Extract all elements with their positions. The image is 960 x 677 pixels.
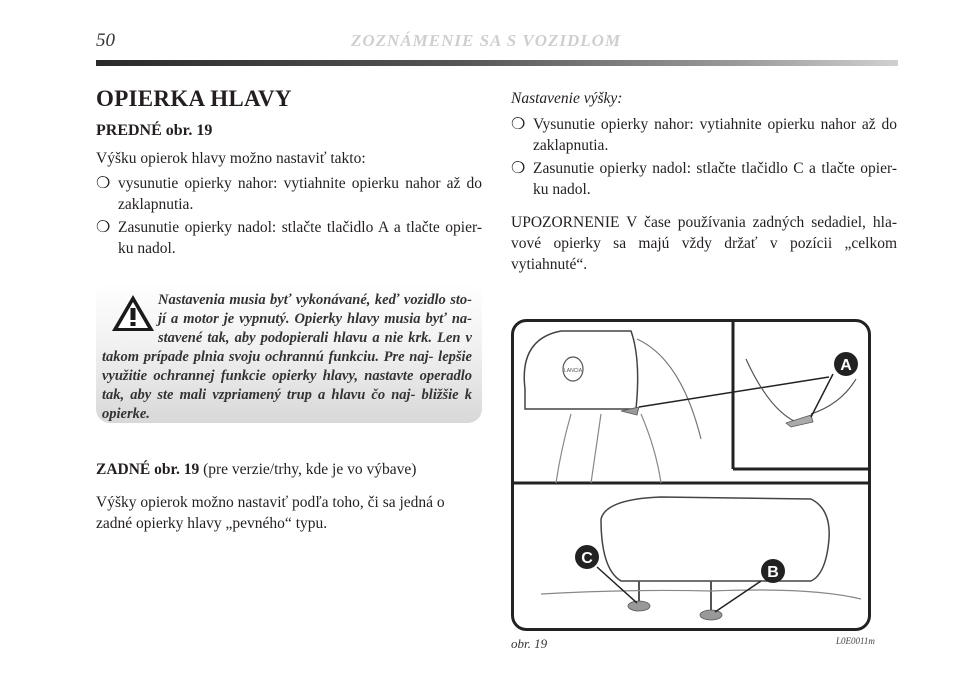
list-item: ❍ Vysunutie opierky nahor: vytiahnite opierku nahor až do zaklapnutia. — [511, 116, 897, 154]
bullet-icon: ❍ — [511, 160, 526, 177]
bullet-icon: ❍ — [96, 219, 111, 236]
warning-text: Nastavenia musia byť vykonávané, keď vozidlo sto- jí a motor je vypnutý. Opierky hlavy musia byť na- stavené tak, aby podopierali hlavu a nie krk. Len v takom prípade plnia svoju ochrannú funkciu. Pre naj- lepšie využitie ochrannej funkcie opierky hlavy, nastavte operadlo tak, aby ste mali vzpriamený trup a hlavu čo naj- bližšie k opierke. — [102, 292, 472, 422]
running-title: ZOZNÁMENIE SA S VOZIDLOM — [351, 31, 622, 50]
front-bullet-list — [96, 173, 482, 259]
height-adjust-heading: Nastavenie výšky: — [511, 90, 623, 107]
front-heading: PREDNÉ obr. 19 — [96, 122, 213, 139]
rear-section — [96, 459, 482, 538]
bullet-icon: ❍ — [96, 175, 111, 192]
left-column — [96, 86, 482, 265]
label-b: B — [767, 564, 779, 581]
list-item: ❍ vysunutie opierky nahor: vytiahnite opierku nahor až do zaklapnutia. — [96, 175, 482, 213]
label-c: C — [581, 550, 593, 567]
intro-text: Výšku opierok hlavy možno nastaviť takto: — [96, 150, 366, 167]
rear-bullet-list — [511, 114, 897, 200]
rear-text: Výšky opierok možno nastaviť podľa toho, či sa jedná o zadné opierky hlavy „pevného“ typu. — [96, 494, 445, 532]
list-item: ❍ Zasunutie opierky nadol: stlačte tlačidlo C a tlačte opier- ku nadol. — [511, 160, 897, 198]
upozornenie-text: UPOZORNENIE V čase používania zadných sedadiel, hla- vové opierky sa majú vždy držať v pozícii „celkom vytiahnuté“. — [511, 214, 897, 273]
section-title: OPIERKA HLAVY — [96, 86, 292, 111]
label-a: A — [840, 357, 852, 374]
header-rule — [96, 60, 898, 66]
figure-caption: obr. 19 — [511, 636, 548, 651]
right-column — [511, 90, 897, 279]
page-number: 50 — [96, 30, 115, 51]
list-item: ❍ Zasunutie opierky nadol: stlačte tlačidlo A a tlačte opier- ku nadol. — [96, 219, 482, 257]
page-header — [96, 30, 896, 52]
bullet-icon: ❍ — [511, 116, 526, 133]
rear-heading: ZADNÉ obr. 19 (pre verzie/trhy, kde je vo výbave) — [96, 461, 417, 478]
headrest-figure — [511, 319, 871, 631]
logo-text: LANCIA — [563, 368, 583, 374]
figure-code: L0E0011m — [836, 636, 875, 646]
warning-box — [96, 283, 482, 423]
